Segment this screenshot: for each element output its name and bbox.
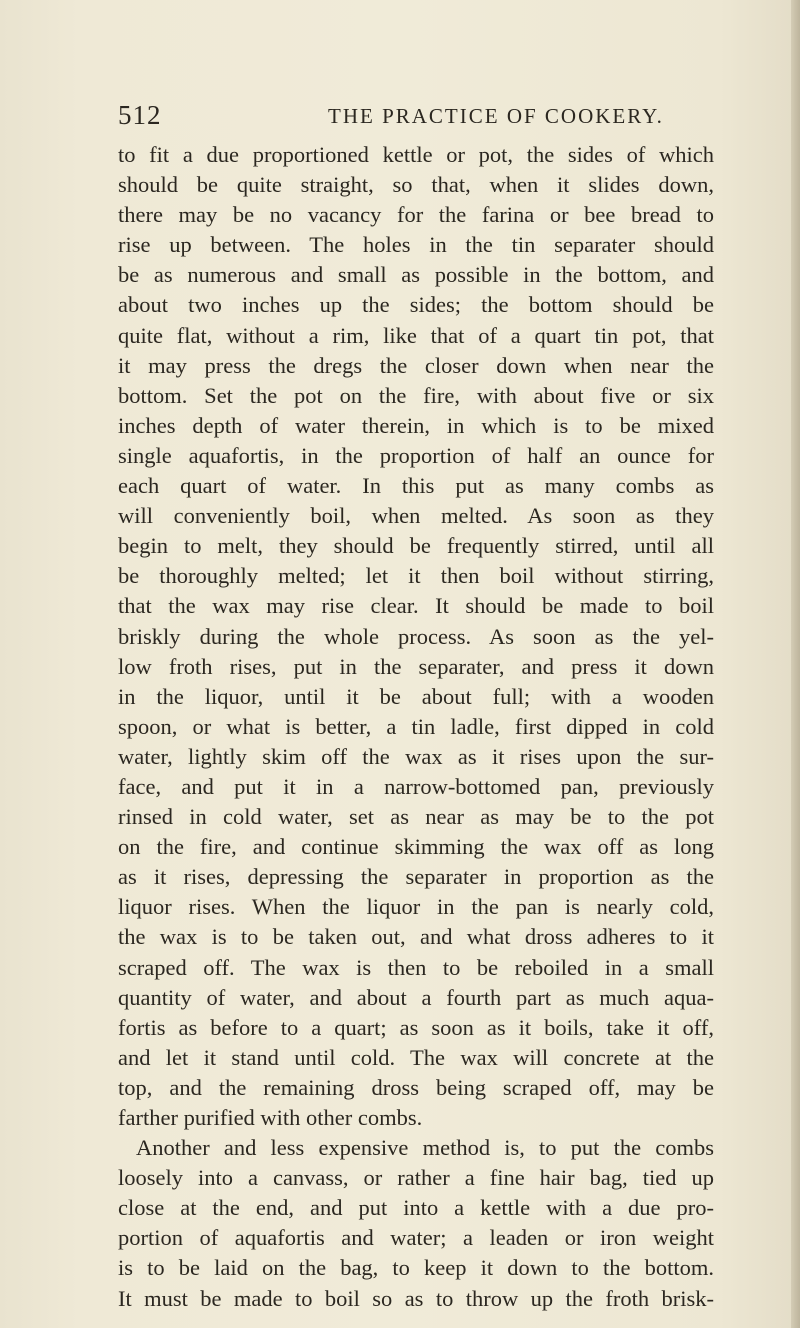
text-line: single aquafortis, in the proportion of half an ounce for [118,442,714,468]
page-header [118,100,714,140]
text-line: will conveniently boil, when melted. As soon as they [118,503,714,529]
text-line: rinsed in cold water, set as near as may be to the pot [118,804,714,830]
text-line: the wax is to be taken out, and what dross adheres to it [118,924,714,950]
page-edge [791,0,800,1328]
page-number: 512 [118,100,162,130]
text-line: be as numerous and small as possible in the bottom, and [118,262,714,288]
text-line: each quart of water. In this put as many combs as [118,473,714,499]
text-line: begin to melt, they should be frequently stirred, until all [118,533,714,559]
text-line: loosely into a canvass, or rather a fine hair bag, tied up [118,1165,714,1191]
text-line: should be quite straight, so that, when it slides down, [118,172,714,198]
text-line: to fit a due proportioned kettle or pot, the sides of which [118,142,714,167]
text-line: is to be laid on the bag, to keep it down to the bottom. [118,1255,714,1281]
text-line: It must be made to boil so as to throw up the froth brisk- [118,1285,714,1311]
text-line: spoon, or what is better, a tin ladle, first dipped in cold [118,713,714,739]
text-line: close at the end, and put into a kettle with a due pro- [118,1195,714,1221]
text-line: on the fire, and continue skimming the wax off as long [118,834,714,860]
text-line: there may be no vacancy for the farina or bee bread to [118,202,714,228]
running-title: THE PRACTICE OF COOKERY. [328,104,664,128]
text-line: scraped off. The wax is then to be reboiled in a small [118,954,714,980]
text-line: it may press the dregs the closer down when near the [118,352,714,378]
text-line: liquor rises. When the liquor in the pan is nearly cold, [118,894,714,920]
text-line: face, and put it in a narrow-bottomed pan, previously [118,773,714,799]
text-line: portion of aquafortis and water; a leaden or iron weight [118,1225,714,1251]
text-line: about two inches up the sides; the bottom should be [118,292,714,318]
text-line: fortis as before to a quart; as soon as it boils, take it off, [118,1014,714,1040]
text-line: that the wax may rise clear. It should be made to boil [118,593,714,619]
text-line: bottom. Set the pot on the fire, with about five or six [118,382,714,408]
text-line: farther purified with other combs. [118,1105,423,1130]
text-line: be thoroughly melted; let it then boil without stirring, [118,563,714,589]
paragraph-2 [118,1133,714,1314]
body-text [118,140,714,1314]
text-line: low froth rises, put in the separater, and press it down [118,653,714,679]
text-line: top, and the remaining dross being scraped off, may be [118,1074,714,1100]
paragraph-1 [118,140,714,1133]
text-line: inches depth of water therein, in which is to be mixed [118,412,714,438]
text-line: briskly during the whole process. As soon as the yel- [118,623,714,649]
text-line: and let it stand until cold. The wax will concrete at the [118,1044,714,1070]
text-line: water, lightly skim off the wax as it rises upon the sur- [118,743,714,769]
text-line: Another and less expensive method is, to put the combs [136,1135,714,1161]
text-line: rise up between. The holes in the tin separater should [118,232,714,258]
text-line: quantity of water, and about a fourth part as much aqua- [118,984,714,1010]
text-line: as it rises, depressing the separater in proportion as the [118,864,714,890]
text-line: quite flat, without a rim, like that of a quart tin pot, that [118,322,714,348]
text-line: in the liquor, until it be about full; with a wooden [118,683,714,709]
